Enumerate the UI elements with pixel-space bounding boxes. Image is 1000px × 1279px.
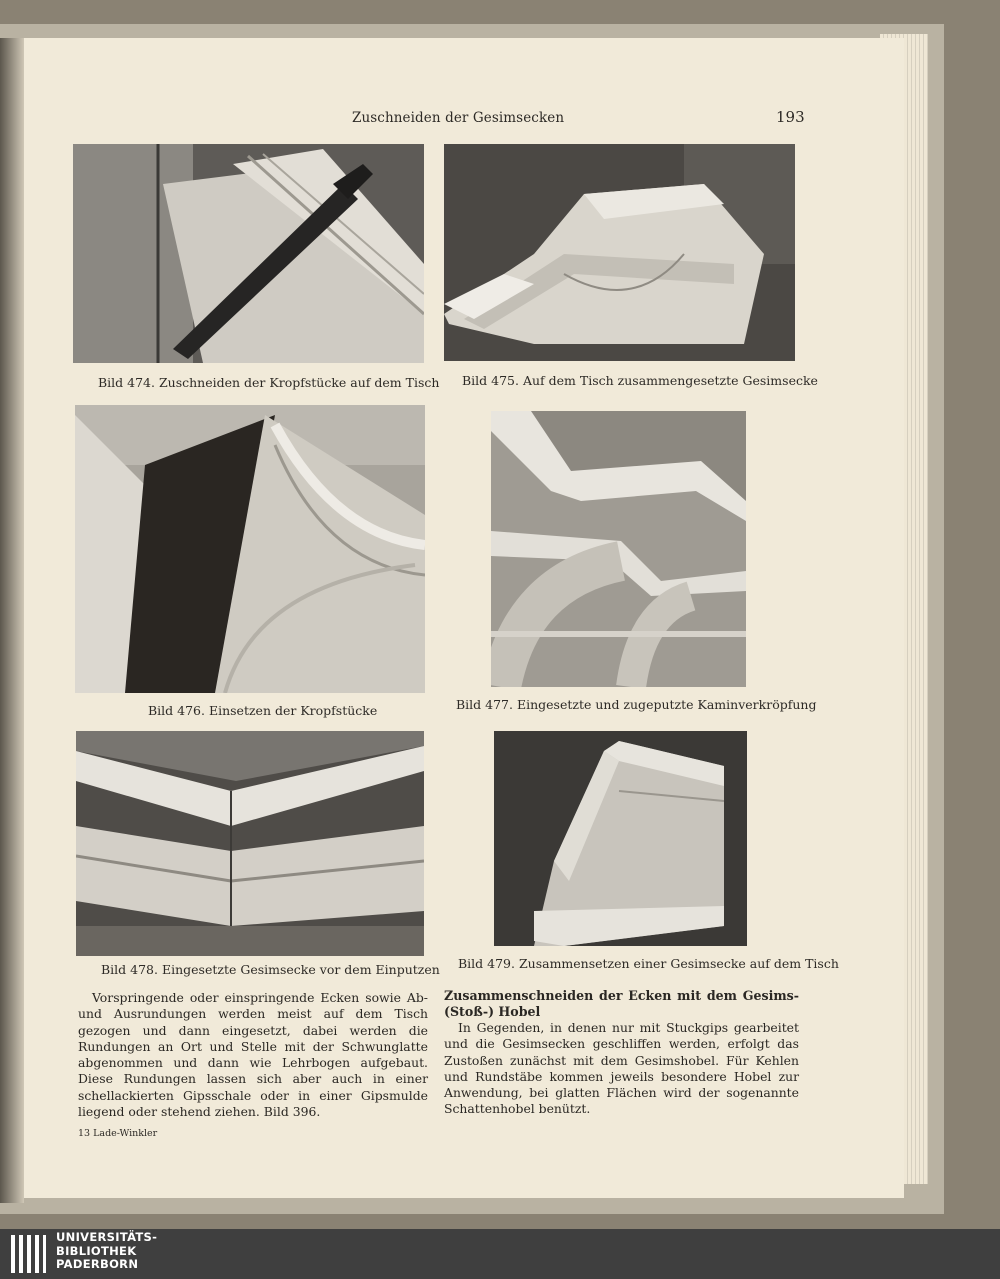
right-text-column xyxy=(444,988,799,1118)
right-paragraph: In Gegenden, in denen nur mit Stuckgips gearbeitet und die Gesimsecken geschliffen werden, erfolgt das Zustoßen zunächst mit dem Gesimshobel. Für Kehlen und Rundstäbe kommen jeweils besondere Hobel zur Anwendung, bei glatten Flächen wird der sogenannte Schattenhobel benützt. xyxy=(444,1020,799,1117)
caption-bild-474: Bild 474. Zuschneiden der Kropfstücke auf dem Tisch xyxy=(98,375,440,390)
photo-bild-479 xyxy=(494,731,747,946)
footer-signature: 13 Lade-Winkler xyxy=(78,1128,158,1139)
running-head: Zuschneiden der Gesimsecken xyxy=(352,110,565,126)
section-heading: Zusammenschneiden der Ecken mit dem Gesims- (Stoß-) Hobel xyxy=(444,988,799,1019)
library-name xyxy=(56,1231,157,1272)
library-name-line-3: PADERBORN xyxy=(56,1257,139,1271)
photo-bild-478 xyxy=(76,731,424,956)
left-paragraph: Vorspringende oder einspringende Ecken sowie Ab- und Ausrundungen werden meist auf dem Tisch gezogen und dann eingesetzt, dabei werden die Rundungen an Ort und Stelle mit der Schwunglatte abgenommen und dann wie Lehrbogen aufgebaut. Diese Rundungen lassen sich aber auch in einer schellackierten Gipsschale oder in einer Gipsmulde liegend oder stehend ziehen. Bild 396. xyxy=(78,990,428,1120)
left-text-column xyxy=(78,990,428,1120)
photo-bild-477 xyxy=(491,411,746,687)
library-name-line-1: UNIVERSITÄTS- xyxy=(56,1230,158,1244)
caption-bild-475: Bild 475. Auf dem Tisch zusammengesetzte Gesimsecke xyxy=(462,373,818,388)
caption-bild-476: Bild 476. Einsetzen der Kropfstücke xyxy=(148,703,378,718)
caption-bild-478: Bild 478. Eingesetzte Gesimsecke vor dem Einputzen xyxy=(101,962,440,977)
book-spine xyxy=(0,38,24,1203)
page-number: 193 xyxy=(776,108,805,126)
library-logo-icon xyxy=(8,1233,48,1275)
photo-bild-475 xyxy=(444,144,795,361)
caption-bild-479: Bild 479. Zusammensetzen einer Gesimsecke auf dem Tisch xyxy=(458,956,839,971)
library-name-line-2: BIBLIOTHEK xyxy=(56,1243,137,1258)
photo-bild-474 xyxy=(73,144,424,363)
caption-bild-477: Bild 477. Eingesetzte und zugeputzte Kaminverkröpfung xyxy=(456,697,817,712)
photo-bild-476 xyxy=(75,405,425,693)
